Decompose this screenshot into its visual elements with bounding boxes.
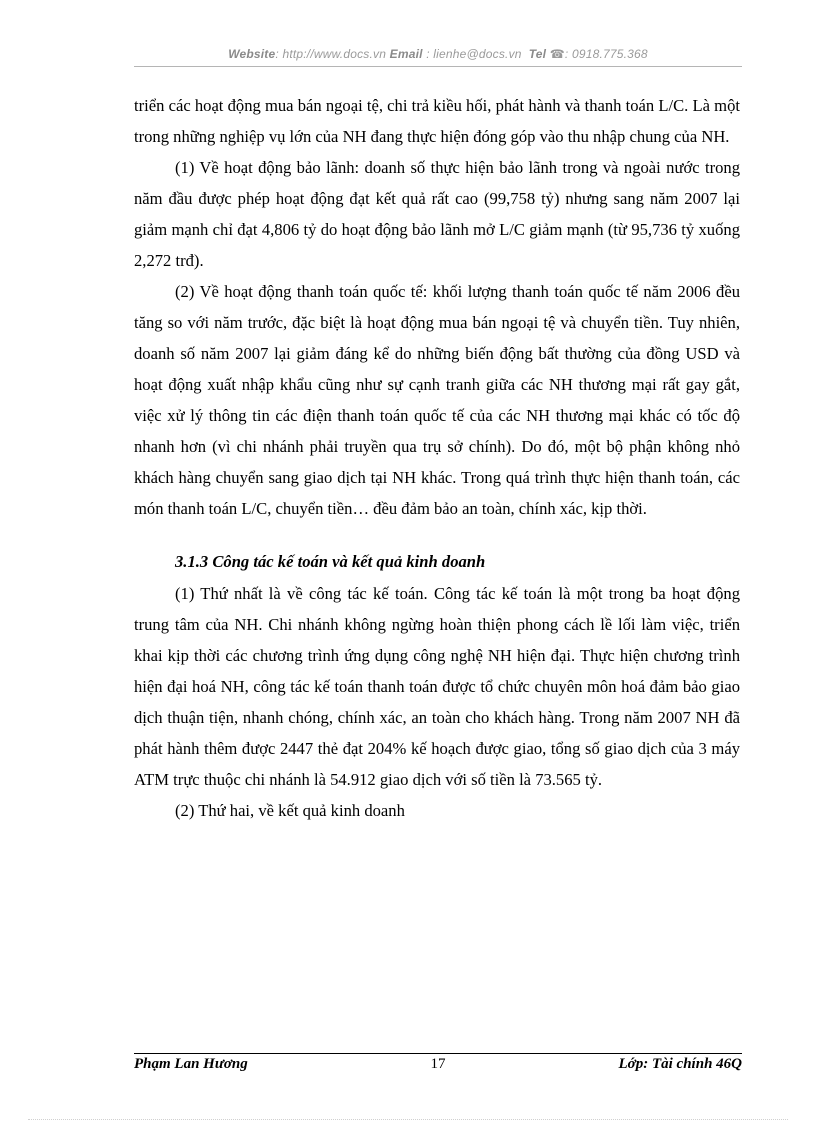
footer-author: Phạm Lan Hương <box>134 1056 248 1072</box>
paragraph-business-results: (2) Thứ hai, về kết quả kinh doanh <box>175 801 405 820</box>
header-divider <box>134 66 742 67</box>
email-value: : lienhe@docs.vn <box>422 47 522 61</box>
paragraph-accounting: (1) Thứ nhất là về công tác kế toán. Công tác kế toán là một trong ba hoạt động trung tâm của NH. Chi nhánh không ngừng hoàn thiện phong cách lề lối làm việc, triển khai kịp thời các chương trình ứng dụng công nghệ NH hiện đại. Thực hiện chương trình hiện đại hoá NH, công tác kế toán thanh toán được tổ chức chuyên môn hoá đảm bảo giao dịch thuận tiện, nhanh chóng, chính xác, an toàn cho khách hàng. Trong năm 2007 NH đã phát hành thêm được 2447 thẻ đạt 204% kế hoạch được giao, tổng số giao dịch của 3 máy ATM trực thuộc chi nhánh là 54.912 giao dịch với số tiền là 73.565 tỷ. <box>134 584 740 789</box>
paragraph-guarantee: (1) Về hoạt động bảo lãnh: doanh số thực hiện bảo lãnh trong và ngoài nước trong năm đầu được phép hoạt động đạt kết quả rất cao (99,758 tỷ) nhưng sang năm 2007 lại giảm mạnh chỉ đạt 4,806 tỷ do hoạt động bảo lãnh mở L/C giảm mạnh (từ 95,736 tỷ xuống 2,272 trđ). <box>134 158 740 270</box>
tel-value: : 0918.775.368 <box>564 47 648 61</box>
paragraph-international-payment: (2) Về hoạt động thanh toán quốc tế: khối lượng thanh toán quốc tế năm 2006 đều tăng so với năm trước, đặc biệt là hoạt động mua bán ngoại tệ và chuyển tiền. Tuy nhiên, doanh số năm 2007 lại giảm đáng kể do những biến động bất thường của đồng USD và hoạt động xuất nhập khẩu cũng như sự cạnh tranh giữa các NH thương mại rất gay gắt, việc xử lý thông tin các điện thanh toán quốc tế của các NH thương mại khác có tốc độ nhanh hơn (vì chi nhánh phải truyền qua trụ sở chính). Do đó, một bộ phận không nhỏ khách hàng chuyển sang giao dịch tại NH khác. Trong quá trình thực hiện thanh toán, các món thanh toán L/C, chuyển tiền… đều đảm bảo an toàn, chính xác, kịp thời. <box>134 282 740 518</box>
footer-divider <box>134 1053 742 1054</box>
website-value: : http://www.docs.vn <box>275 47 387 61</box>
paragraph-continuation: triển các hoạt động mua bán ngoại tệ, chi trả kiều hối, phát hành và thanh toán L/C. Là một trong những nghiệp vụ lớn của NH đang thực hiện đóng góp vào thu nhập chung của NH. <box>134 96 740 146</box>
footer-class: Lớp: Tài chính 46Q <box>618 1056 742 1072</box>
website-label: Website <box>228 47 276 61</box>
phone-icon: ☎ <box>549 47 565 61</box>
page-header <box>134 47 742 61</box>
page-footer <box>134 1056 742 1078</box>
page-edge <box>28 1119 788 1120</box>
page-number: 17 <box>430 1056 446 1072</box>
email-label: Email <box>389 47 423 61</box>
section-heading: 3.1.3 Công tác kế toán và kết quả kinh doanh <box>175 552 486 571</box>
document-body <box>134 90 740 826</box>
tel-label: Tel <box>528 47 547 61</box>
